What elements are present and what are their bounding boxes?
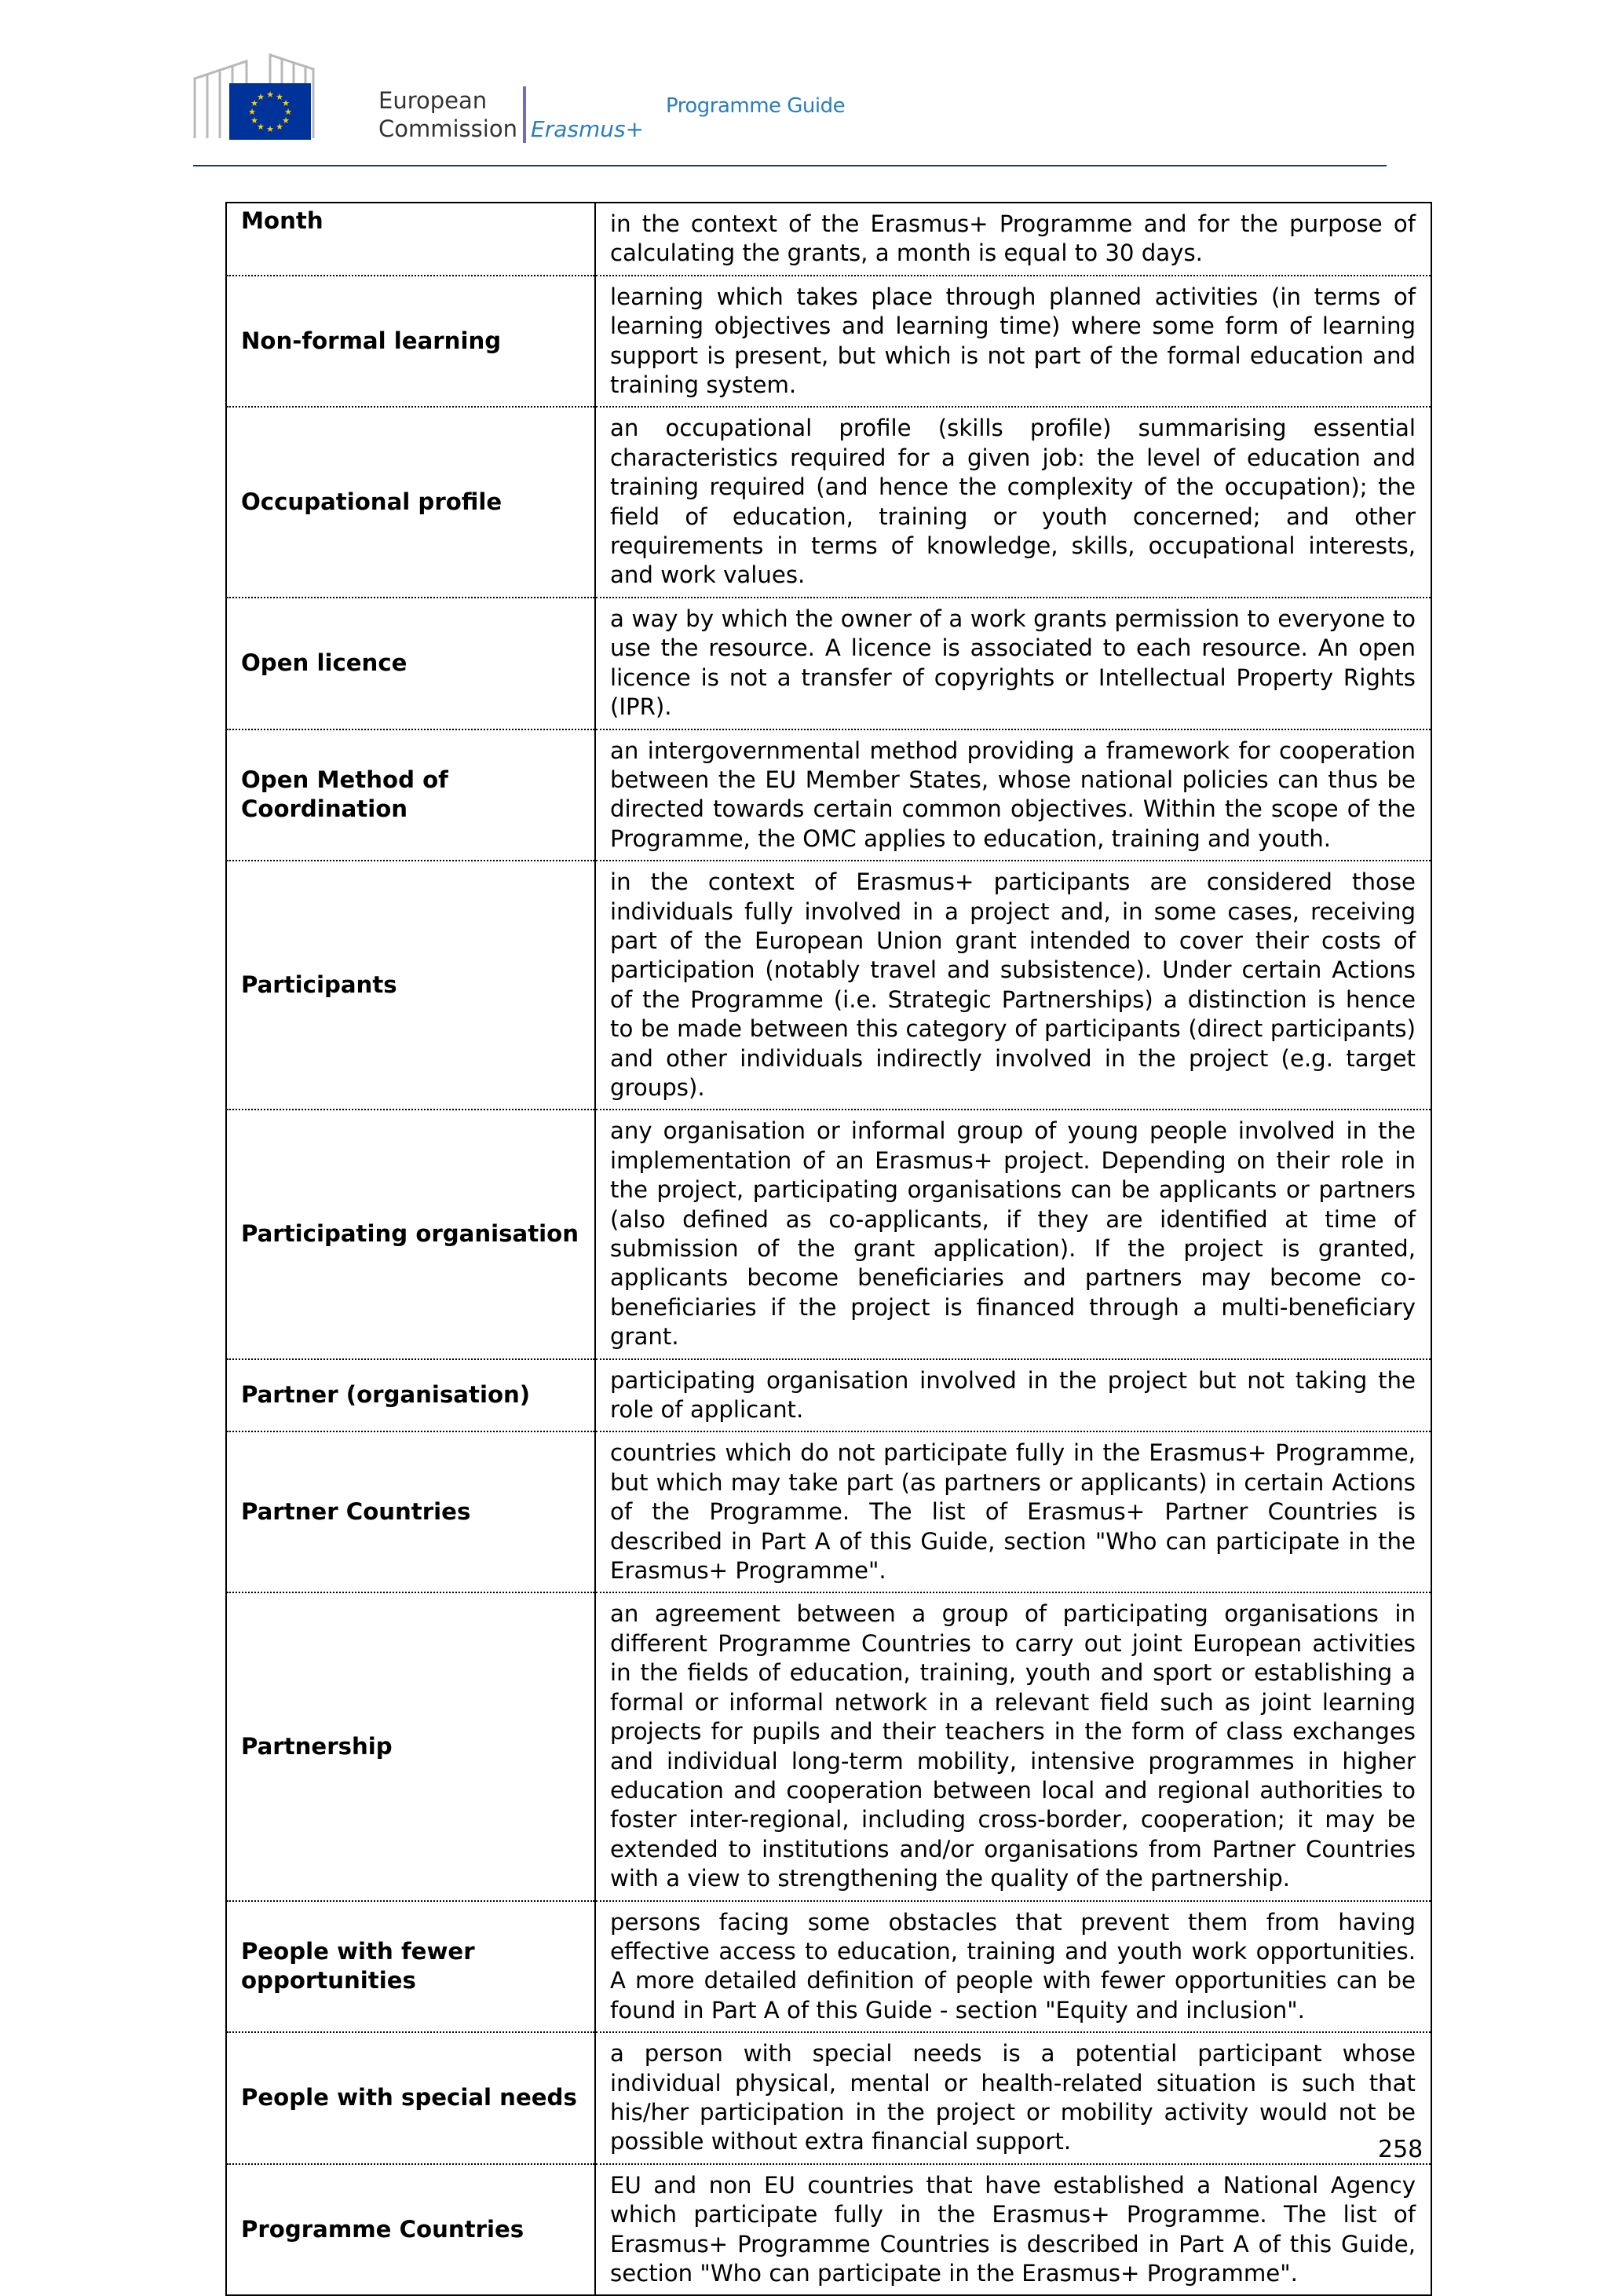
organisation-name-line2: Commission [378, 115, 517, 142]
glossary-row [226, 598, 1431, 729]
document-title: Programme Guide [666, 94, 846, 118]
glossary-term: People with fewer opportunities [226, 1901, 595, 2033]
glossary-term: Non-formal learning [226, 276, 595, 408]
glossary-term: Partner (organisation) [226, 1359, 595, 1432]
svg-text:★: ★ [284, 107, 292, 117]
glossary-term: Open Method of Coordination [226, 729, 595, 861]
glossary-row [226, 729, 1431, 861]
svg-text:★: ★ [257, 92, 265, 102]
glossary-term: Partner Countries [226, 1431, 595, 1592]
header-rule [193, 165, 1387, 166]
glossary-term: Open licence [226, 598, 595, 729]
glossary-row [226, 1901, 1431, 2033]
glossary-table [225, 202, 1432, 2296]
page-number: 258 [1378, 2136, 1423, 2163]
glossary-term: Partnership [226, 1592, 595, 1900]
glossary-definition: learning which takes place through planned activities (in terms of learning objectives and learning time) where some form of learning support is present, but which is not part of the formal education and training system. [595, 276, 1431, 408]
svg-text:★: ★ [250, 98, 258, 108]
glossary-row [226, 1359, 1431, 1432]
svg-text:★: ★ [276, 92, 283, 102]
glossary-definition: a way by which the owner of a work grants permission to everyone to use the resource. A licence is associated to each resource. An open licence is not a transfer of copyrights or Intellectual Property Rights (IPR). [595, 598, 1431, 729]
organisation-name-line1: European [378, 87, 488, 114]
glossary-definition: an intergovernmental method providing a framework for cooperation between the EU Member States, whose national policies can thus be directed towards certain common objectives. Within the scope of the Programme, the OMC applies to education, training and youth. [595, 729, 1431, 861]
glossary-row [226, 1592, 1431, 1900]
svg-text:★: ★ [282, 98, 290, 108]
svg-text:★: ★ [266, 90, 274, 100]
glossary-definition: participating organisation involved in the project but not taking the role of applicant. [595, 1359, 1431, 1432]
logo-divider [523, 86, 526, 143]
eu-flag-icon [229, 83, 311, 140]
glossary-term: Participating organisation [226, 1110, 595, 1358]
erasmus-brand: Erasmus+ [531, 116, 645, 142]
glossary-definition: an agreement between a group of participating organisations in different Programme Countries to carry out joint European activities in the fields of education, training, youth and sport or establishing a formal or informal network in a relevant field such as joint learning projects for pupils and their teachers in the form of class exchanges and individual long-term mobility, intensive programmes in higher education and cooperation between local and regional authorities to foster inter-regional, including cross-border, cooperation; it may be extended to institutions and/or organisations from Partner Countries with a view to strengthening the quality of the partnership. [595, 1592, 1431, 1900]
svg-text:★: ★ [282, 115, 290, 126]
page-header [192, 47, 1393, 165]
glossary-definition: an occupational profile (skills profile) summarising essential characteristics required for a given job: the level of education and training required (and hence the complexity of the occupation); the field of education, training or youth concerned; and other requirements in terms of knowledge, skills, occupational interests, and work values. [595, 407, 1431, 597]
svg-text:★: ★ [257, 122, 265, 132]
glossary-row [226, 861, 1431, 1110]
glossary-term: Occupational profile [226, 407, 595, 597]
svg-text:★: ★ [276, 122, 283, 132]
glossary-definition: a person with special needs is a potential participant whose individual physical, mental or health-related situation is such that his/her participation in the project or mobility activity would not be possible without extra financial support. [595, 2032, 1431, 2164]
glossary-row [226, 2032, 1431, 2164]
glossary-definition: persons facing some obstacles that prevent them from having effective access to education, training and youth work opportunities. A more detailed definition of people with fewer opportunities can be found in Part A of this Guide - section "Equity and inclusion". [595, 1901, 1431, 2033]
svg-text:★: ★ [266, 124, 274, 134]
glossary-row [226, 203, 1431, 276]
glossary-definition: countries which do not participate fully in the Erasmus+ Programme, but which may take part (as partners or applicants) in certain Actions of the Programme. The list of Erasmus+ Partner Countries is described in Part A of this Guide, section "Who can participate in the Erasmus+ Programme". [595, 1431, 1431, 1592]
glossary-row [226, 2164, 1431, 2296]
glossary-definition: in the context of the Erasmus+ Programme and for the purpose of calculating the grants, a month is equal to 30 days. [595, 203, 1431, 276]
glossary-term: Month [226, 203, 595, 276]
svg-text:★: ★ [250, 115, 258, 126]
glossary-row [226, 1110, 1431, 1358]
glossary-row [226, 276, 1431, 408]
glossary-term: Programme Countries [226, 2164, 595, 2296]
glossary-term: People with special needs [226, 2032, 595, 2164]
svg-text:★: ★ [248, 107, 256, 117]
organisation-name [378, 86, 517, 143]
glossary-term: Participants [226, 861, 595, 1110]
glossary-definition: in the context of Erasmus+ participants are considered those individuals fully involved in a project and, in some cases, receiving part of the European Union grant intended to cover their costs of participation (notably travel and subsistence). Under certain Actions of the Programme (i.e. Strategic Partnerships) a distinction is hence to be made between this category of participants (direct participants) and other individuals indirectly involved in the project (e.g. target groups). [595, 861, 1431, 1110]
glossary-row [226, 407, 1431, 597]
glossary-definition: EU and non EU countries that have established a National Agency which participate fully in the Erasmus+ Programme. The list of Erasmus+ Programme Countries is described in Part A of this Guide, section "Who can participate in the Erasmus+ Programme". [595, 2164, 1431, 2296]
glossary-definition: any organisation or informal group of young people involved in the implementation of an Erasmus+ project. Depending on their role in the project, participating organisations can be applicants or partners (also defined as co-applicants, if they are identified at time of submission of the grant application). If the project is granted, applicants become beneficiaries and partners may become co-beneficiaries if the project is financed through a multi-beneficiary grant. [595, 1110, 1431, 1358]
glossary-row [226, 1431, 1431, 1592]
